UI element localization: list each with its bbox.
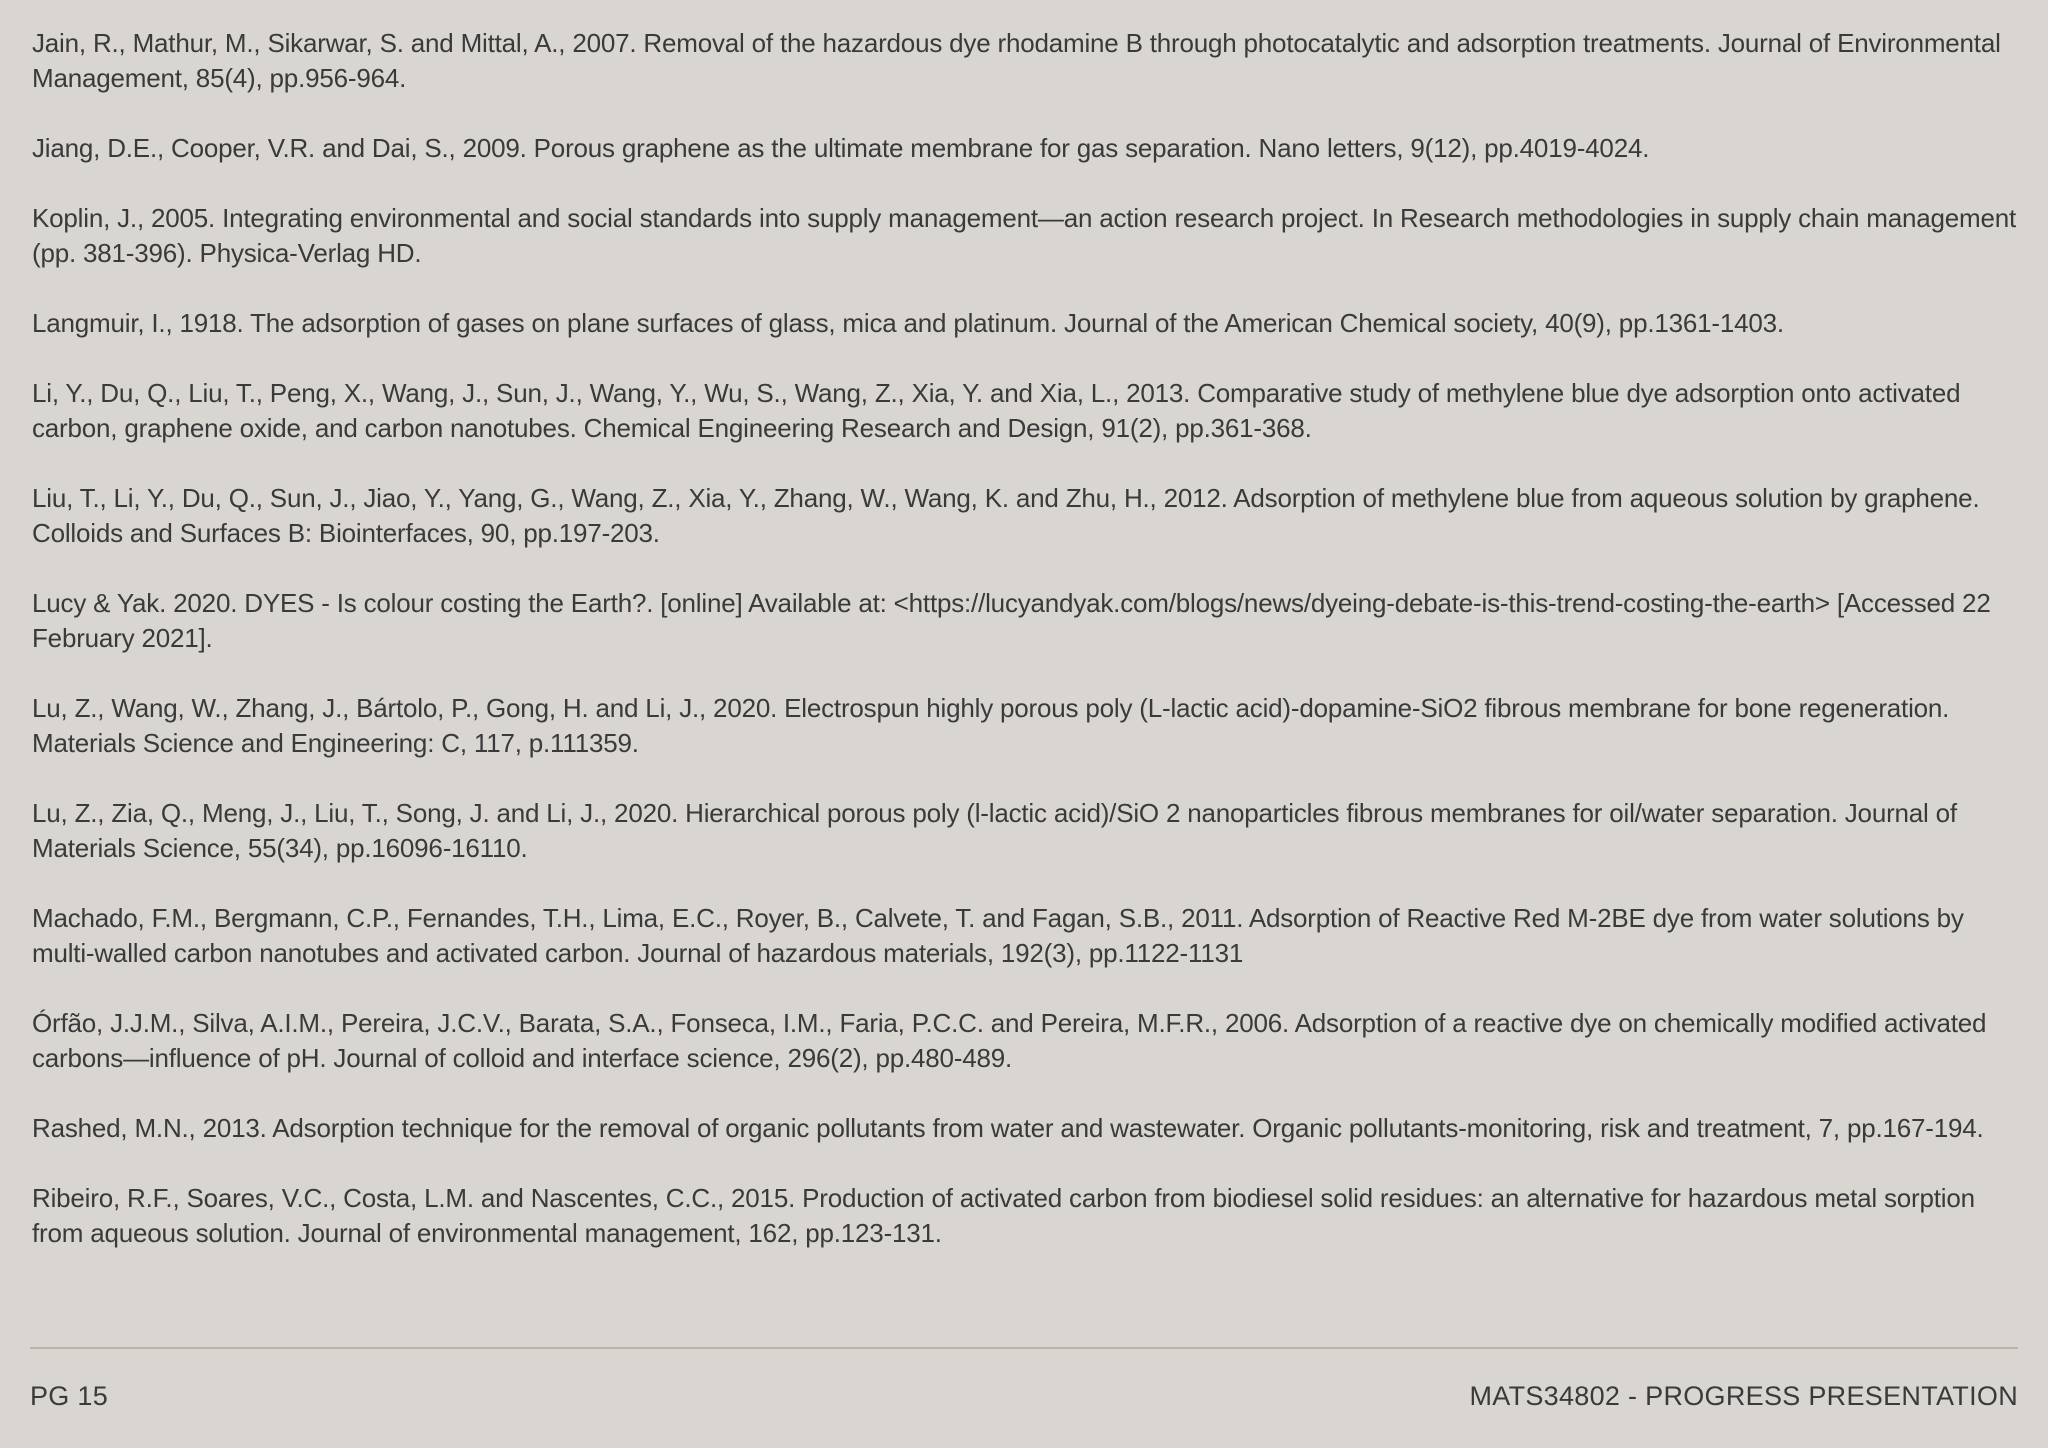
reference-list	[32, 26, 2022, 1286]
reference-entry: Jiang, D.E., Cooper, V.R. and Dai, S., 2009. Porous graphene as the ultimate membrane for gas separation. Nano letters, 9(12), pp.4019-4024.	[32, 133, 1650, 163]
reference-entry: Rashed, M.N., 2013. Adsorption technique for the removal of organic pollutants from water and wastewater. Organic pollutants-monitoring, risk and treatment, 7, pp.167-194.	[32, 1113, 1984, 1143]
footer-divider	[30, 1347, 2018, 1349]
reference-entry: Machado, F.M., Bergmann, C.P., Fernandes, T.H., Lima, E.C., Royer, B., Calvete, T. and Fagan, S.B., 2011. Adsorption of Reactive Red M-2BE dye from water solutions by multi-walled carbon nanotubes and activated carbon. Journal of hazardous materials, 192(3), pp.1122-1131	[32, 903, 1964, 968]
reference-entry: Jain, R., Mathur, M., Sikarwar, S. and Mittal, A., 2007. Removal of the hazardous dye rhodamine B through photocatalytic and adsorption treatments. Journal of Environmental Management, 85(4), pp.956-964.	[32, 28, 2001, 93]
presentation-title: MATS34802 - PROGRESS PRESENTATION	[1469, 1381, 2018, 1411]
page-number: PG 15	[30, 1381, 109, 1411]
reference-entry: Ribeiro, R.F., Soares, V.C., Costa, L.M. and Nascentes, C.C., 2015. Production of activated carbon from biodiesel solid residues: an alternative for hazardous metal sorption from aqueous solution. Journal of environmental management, 162, pp.123-131.	[32, 1183, 1975, 1248]
reference-entry: Órfão, J.J.M., Silva, A.I.M., Pereira, J.C.V., Barata, S.A., Fonseca, I.M., Faria, P.C.C. and Pereira, M.F.R., 2006. Adsorption of a reactive dye on chemically modified activated carbons—influence of pH. Journal of colloid and interface science, 296(2), pp.480-489.	[32, 1008, 1987, 1073]
reference-entry: Lu, Z., Wang, W., Zhang, J., Bártolo, P., Gong, H. and Li, J., 2020. Electrospun highly porous poly (L-lactic acid)-dopamine-SiO2 fibrous membrane for bone regeneration. Materials Science and Engineering: C, 117, p.111359.	[32, 693, 1950, 758]
reference-entry: Liu, T., Li, Y., Du, Q., Sun, J., Jiao, Y., Yang, G., Wang, Z., Xia, Y., Zhang, W., Wang, K. and Zhu, H., 2012. Adsorption of methylene blue from aqueous solution by graphene. Colloids and Surfaces B: Biointerfaces, 90, pp.197-203.	[32, 483, 1980, 548]
reference-entry: Li, Y., Du, Q., Liu, T., Peng, X., Wang, J., Sun, J., Wang, Y., Wu, S., Wang, Z., Xia, Y. and Xia, L., 2013. Comparative study of methylene blue dye adsorption onto activated carbon, graphene oxide, and carbon nanotubes. Chemical Engineering Research and Design, 91(2), pp.361-368.	[32, 378, 1961, 443]
reference-entry: Lu, Z., Zia, Q., Meng, J., Liu, T., Song, J. and Li, J., 2020. Hierarchical porous poly (l-lactic acid)/SiO 2 nanoparticles fibrous membranes for oil/water separation. Journal of Materials Science, 55(34), pp.16096-16110.	[32, 798, 1957, 863]
reference-entry: Koplin, J., 2005. Integrating environmental and social standards into supply management—an action research project. In Research methodologies in supply chain management (pp. 381-396). Physica-Verlag HD.	[32, 203, 2017, 268]
reference-entry: Langmuir, I., 1918. The adsorption of gases on plane surfaces of glass, mica and platinum. Journal of the American Chemical society, 40(9), pp.1361-1403.	[32, 308, 1784, 338]
reference-entry: Lucy & Yak. 2020. DYES - Is colour costing the Earth?. [online] Available at: <https://lucyandyak.com/blogs/news/dyeing-debate-is-this-trend-costing-the-earth> [Accessed 22 February 2021].	[32, 588, 1991, 653]
